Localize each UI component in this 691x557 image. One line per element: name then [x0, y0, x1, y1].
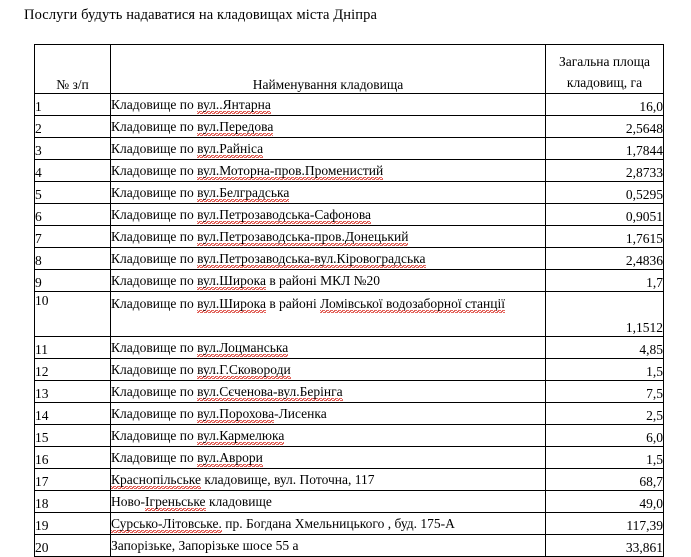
table-row	[35, 447, 664, 469]
cell-total-area: 1,5	[546, 359, 664, 381]
name-text: пр. Богдана Хмельницького , буд. 175-А	[221, 516, 455, 531]
name-text: Кладовище по	[111, 384, 198, 399]
spellcheck-underlined-text: вул.Петрозаводська-вул.Кіровоградська	[197, 251, 426, 266]
name-text: в районі МКЛ №20	[265, 273, 381, 288]
table-row	[35, 182, 664, 204]
page-title: Послуги будуть надаватися на кладовищах міста Дніпра	[24, 7, 378, 23]
table-row	[35, 359, 664, 381]
spellcheck-underlined-text: Краснопільське	[111, 472, 201, 487]
table-row	[35, 270, 664, 292]
cell-row-number: 7	[35, 226, 111, 248]
name-text: Кладовище по	[111, 406, 198, 421]
cell-cemetery-name	[111, 94, 546, 116]
table-row	[35, 248, 664, 270]
cell-total-area: 2,5	[546, 403, 664, 425]
cell-cemetery-name	[111, 513, 546, 535]
name-text: Кладовище по	[111, 428, 198, 443]
cell-row-number: 1	[35, 94, 111, 116]
table-body	[35, 94, 664, 557]
cell-row-number: 13	[35, 381, 111, 403]
cell-cemetery-name	[111, 204, 546, 226]
name-text: Кладовище по	[111, 229, 198, 244]
spellcheck-underlined-text: Сурсько-Літовське.	[111, 516, 222, 531]
spellcheck-underlined-text: вул.Кармелюка	[197, 428, 285, 443]
name-text: Кладовище по	[111, 450, 198, 465]
spellcheck-underlined-text: вул.Лоцманська	[197, 340, 289, 355]
name-text: -Лисенка	[274, 406, 327, 421]
cell-row-number: 18	[35, 491, 111, 513]
name-text: Запорізьке, Запорізьке шосе 55 а	[111, 538, 299, 553]
cell-total-area: 33,861	[546, 535, 664, 557]
name-text: Кладовище по	[111, 362, 198, 377]
spellcheck-underlined-text: вул.Сєченова-вул.Берінга	[197, 384, 343, 399]
cell-row-number: 10	[35, 292, 111, 337]
table-row	[35, 94, 664, 116]
table-row	[35, 491, 664, 513]
spellcheck-underlined-text: вул.Моторна-пров.Променистий	[197, 163, 384, 178]
cell-total-area: 1,7844	[546, 138, 664, 160]
cell-row-number: 15	[35, 425, 111, 447]
name-text: кладовище	[205, 494, 272, 509]
spellcheck-underlined-text: вул.Аврори	[197, 450, 263, 465]
table-header-row	[35, 45, 664, 94]
cell-cemetery-name	[111, 292, 546, 337]
table-row	[35, 513, 664, 535]
table-row	[35, 469, 664, 491]
cell-row-number: 11	[35, 337, 111, 359]
table-row	[35, 292, 664, 337]
table-row	[35, 116, 664, 138]
cell-total-area: 1,7615	[546, 226, 664, 248]
table-row	[35, 337, 664, 359]
cell-cemetery-name	[111, 425, 546, 447]
column-header-area-line2: кладовищ, га	[566, 75, 643, 90]
table-row	[35, 381, 664, 403]
name-text: Кладовище по	[111, 296, 198, 311]
spellcheck-underlined-text: Ломівської водозаборної станції	[320, 296, 505, 311]
cell-total-area: 117,39	[546, 513, 664, 535]
spellcheck-underlined-text: вул..Янтарна	[197, 97, 271, 112]
cell-cemetery-name	[111, 359, 546, 381]
cell-row-number: 6	[35, 204, 111, 226]
name-text: кладовище, вул. Поточна, 117	[200, 472, 375, 487]
name-text: Кладовище по	[111, 119, 198, 134]
cell-cemetery-name	[111, 469, 546, 491]
cell-row-number: 16	[35, 447, 111, 469]
cell-cemetery-name	[111, 182, 546, 204]
cell-row-number: 8	[35, 248, 111, 270]
name-text: Ново-	[111, 494, 146, 509]
cell-cemetery-name	[111, 337, 546, 359]
cell-row-number: 20	[35, 535, 111, 557]
spellcheck-underlined-text: вул.Г.Сковороди	[197, 362, 291, 377]
cell-row-number: 5	[35, 182, 111, 204]
spellcheck-underlined-text: вул.Широка	[197, 273, 266, 288]
cell-cemetery-name	[111, 226, 546, 248]
cell-cemetery-name	[111, 403, 546, 425]
cell-cemetery-name	[111, 138, 546, 160]
spellcheck-underlined-text: вул.Порохова	[197, 406, 275, 421]
spellcheck-underlined-text: вул.Белградська	[197, 185, 290, 200]
cell-total-area: 4,85	[546, 337, 664, 359]
column-header-area-line1: Загальна площа	[559, 54, 650, 69]
cell-row-number: 3	[35, 138, 111, 160]
cell-total-area: 49,0	[546, 491, 664, 513]
cell-total-area: 0,5295	[546, 182, 664, 204]
table-row	[35, 160, 664, 182]
cell-cemetery-name	[111, 447, 546, 469]
cell-total-area: 1,5	[546, 447, 664, 469]
table-row	[35, 138, 664, 160]
spellcheck-underlined-text: вул.Петрозаводська-Сафонова	[197, 207, 372, 222]
table-row	[35, 204, 664, 226]
cell-total-area: 2,5648	[546, 116, 664, 138]
table-row	[35, 226, 664, 248]
column-header-area	[546, 45, 664, 94]
cell-total-area: 2,8733	[546, 160, 664, 182]
cell-total-area: 6,0	[546, 425, 664, 447]
name-text: Кладовище по	[111, 340, 198, 355]
table-row	[35, 535, 664, 557]
cell-total-area: 7,5	[546, 381, 664, 403]
cell-total-area: 16,0	[546, 94, 664, 116]
name-text: Кладовище по	[111, 251, 198, 266]
name-text: Кладовище по	[111, 97, 198, 112]
cell-cemetery-name	[111, 116, 546, 138]
table-header	[35, 45, 664, 94]
name-text: Кладовище по	[111, 185, 198, 200]
cell-cemetery-name	[111, 160, 546, 182]
spellcheck-underlined-text: Ігреньське	[145, 494, 206, 509]
column-header-number: № з/п	[35, 45, 111, 94]
spellcheck-underlined-text: вул.Петрозаводська-пров.Донецький	[197, 229, 409, 244]
cell-row-number: 17	[35, 469, 111, 491]
name-text: Кладовище по	[111, 141, 198, 156]
cell-total-area: 0,9051	[546, 204, 664, 226]
cemeteries-table	[34, 44, 664, 557]
cell-cemetery-name	[111, 248, 546, 270]
name-text: Кладовище по	[111, 163, 198, 178]
name-text: Кладовище по	[111, 207, 198, 222]
table-row	[35, 425, 664, 447]
name-text: в районі	[265, 296, 321, 311]
cell-total-area: 2,4836	[546, 248, 664, 270]
cell-total-area: 68,7	[546, 469, 664, 491]
cell-row-number: 4	[35, 160, 111, 182]
cell-cemetery-name	[111, 381, 546, 403]
cell-row-number: 9	[35, 270, 111, 292]
spellcheck-underlined-text: вул.Райніса	[197, 141, 264, 156]
column-header-name: Найменування кладовища	[111, 45, 546, 94]
name-text: Кладовище по	[111, 273, 198, 288]
spellcheck-underlined-text: вул.Широка	[197, 296, 266, 311]
cell-row-number: 2	[35, 116, 111, 138]
cell-row-number: 19	[35, 513, 111, 535]
table-row	[35, 403, 664, 425]
cell-row-number: 14	[35, 403, 111, 425]
cell-cemetery-name	[111, 535, 546, 557]
cell-cemetery-name	[111, 270, 546, 292]
spellcheck-underlined-text: вул.Передова	[197, 119, 274, 134]
cell-total-area: 1,7	[546, 270, 664, 292]
cell-total-area: 1,1512	[546, 292, 664, 337]
cell-row-number: 12	[35, 359, 111, 381]
cell-cemetery-name	[111, 491, 546, 513]
